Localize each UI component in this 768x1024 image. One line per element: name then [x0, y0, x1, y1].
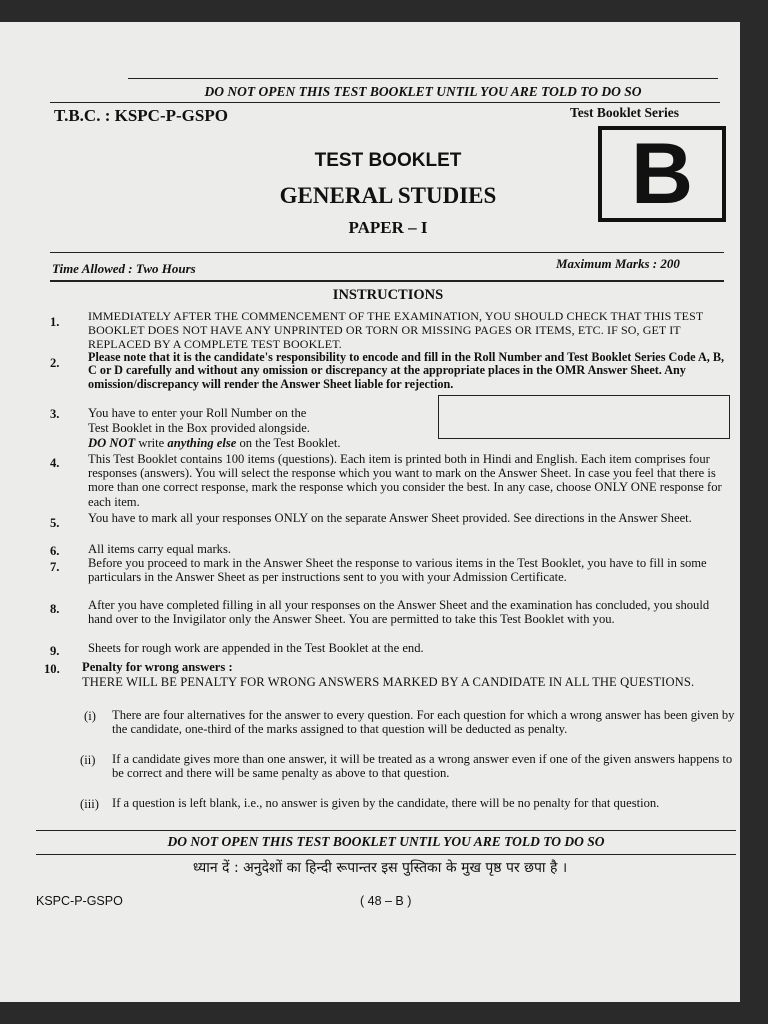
subject-title: GENERAL STUDIES	[279, 183, 497, 208]
paper-title: PAPER – I	[348, 218, 428, 237]
booklet-page	[0, 22, 740, 1002]
instruction-item-5: You have to mark all your responses ONLY on the separate Answer Sheet provided. See directions in the Answer Sheet.	[88, 511, 692, 525]
item-number: 9.	[50, 644, 60, 658]
penalty-sub-number: (iii)	[80, 797, 99, 811]
penalty-sub-number: (ii)	[80, 753, 96, 767]
bottom-warning: DO NOT OPEN THIS TEST BOOKLET UNTIL YOU ARE TOLD TO DO SO	[167, 834, 605, 849]
page-number: ( 48 – B )	[360, 894, 412, 908]
instruction-item-4: This Test Booklet contains 100 items (questions). Each item is printed both in Hindi and English. Each item comprises four responses (answers). You will select the response which you want to mark on the Answer Sheet. In case you feel that there is more than one correct response, mark the response which you consider the best. In any case, choose ONLY ONE response for each item.	[88, 452, 722, 509]
item-number: 2.	[50, 356, 60, 370]
item-number: 3.	[50, 407, 60, 421]
penalty-item-ii: If a candidate gives more than one answer, it will be treated as a wrong answer even if one of the given answers happens to be correct and there will be same penalty as above to that question.	[112, 752, 733, 781]
instruction-item-9: Sheets for rough work are appended in the Test Booklet at the end.	[88, 641, 424, 655]
time-allowed: Time Allowed : Two Hours	[52, 261, 196, 276]
instruction-item-3-line2: Test Booklet in the Box provided alongside.	[88, 421, 310, 435]
penalty-intro: THERE WILL BE PENALTY FOR WRONG ANSWERS MARKED BY A CANDIDATE IN ALL THE QUESTIONS.	[82, 675, 695, 689]
meta-rule-bottom	[50, 280, 724, 282]
instruction-item-3-line1: You have to enter your Roll Number on the	[88, 406, 307, 420]
tbc-code: T.B.C. : KSPC-P-GSPO	[54, 106, 228, 125]
series-letter-box	[598, 126, 726, 222]
penalty-item-iii: If a question is left blank, i.e., no answer is given by the candidate, there will be no penalty for that question.	[112, 796, 660, 810]
instruction-item-8: After you have completed filling in all your responses on the Answer Sheet and the examination has concluded, you should hand over to the Invigilator only the Answer Sheet. You are permitted to take this Test Booklet with you.	[88, 598, 710, 627]
instruction-item-7: Before you proceed to mark in the Answer Sheet the response to various items in the Test Booklet, you have to fill in some particulars in the Answer Sheet as per instructions sent to you with your Admission Certificate.	[88, 556, 707, 585]
item-number: 4.	[50, 456, 60, 470]
item-number: 7.	[50, 560, 60, 574]
header-rule	[50, 102, 720, 103]
penalty-sub-number: (i)	[84, 709, 96, 723]
top-warning: DO NOT OPEN THIS TEST BOOKLET UNTIL YOU ARE TOLD TO DO SO	[204, 84, 642, 99]
penalty-title: Penalty for wrong answers :	[82, 660, 233, 674]
top-rule	[128, 78, 718, 79]
bottom-rule	[36, 854, 736, 855]
instruction-item-2: Please note that it is the candidate's responsibility to encode and fill in the Roll Number and Test Booklet Series Code A, B, C or D carefully and without any omission or discrepancy at the appropriate places in the OMR Answer Sheet. Any omission/discrepancy will render the Answer Sheet liable for rejection.	[88, 350, 725, 391]
item-number: 6.	[50, 544, 60, 558]
item-number: 8.	[50, 602, 60, 616]
meta-rule-top	[50, 252, 724, 253]
booklet-title: TEST BOOKLET	[314, 150, 462, 171]
do-not-emphasis: DO NOT	[88, 436, 136, 450]
roll-number-box[interactable]	[438, 395, 730, 439]
footer-code: KSPC-P-GSPO	[36, 894, 123, 908]
item-number: 5.	[50, 516, 60, 530]
item-number: 10.	[44, 662, 60, 676]
series-label: Test Booklet Series	[570, 105, 679, 120]
instruction-item-3-line3	[88, 436, 428, 450]
item-number: 1.	[50, 315, 60, 329]
hindi-note: ध्यान दें : अनुदेशों का हिन्दी रूपान्तर इस पुस्तिका के मुख पृष्ठ पर छपा है ।	[192, 860, 568, 876]
anything-else-emphasis: anything else	[167, 436, 237, 450]
max-marks: Maximum Marks : 200	[556, 256, 680, 271]
instruction-item-1: IMMEDIATELY AFTER THE COMMENCEMENT OF THE EXAMINATION, YOU SHOULD CHECK THAT THIS TEST BOOKLET DOES NOT HAVE ANY UNPRINTED OR TORN OR MISSING PAGES OR ITEMS, ETC. IF SO, GET IT REPLACED BY A COMPLETE TEST BOOKLET.	[88, 309, 704, 352]
write-text: write	[135, 436, 168, 450]
instructions-heading: INSTRUCTIONS	[332, 287, 444, 303]
series-letter: B	[630, 126, 694, 222]
on-booklet-text: on the Test Booklet.	[236, 436, 341, 450]
bottom-rule-top	[36, 830, 736, 831]
instruction-item-6: All items carry equal marks.	[88, 542, 232, 556]
penalty-item-i: There are four alternatives for the answer to every question. For each question for which a wrong answer has been given by the candidate, one-third of the marks assigned to that question will be deducted as penalty.	[112, 708, 735, 737]
